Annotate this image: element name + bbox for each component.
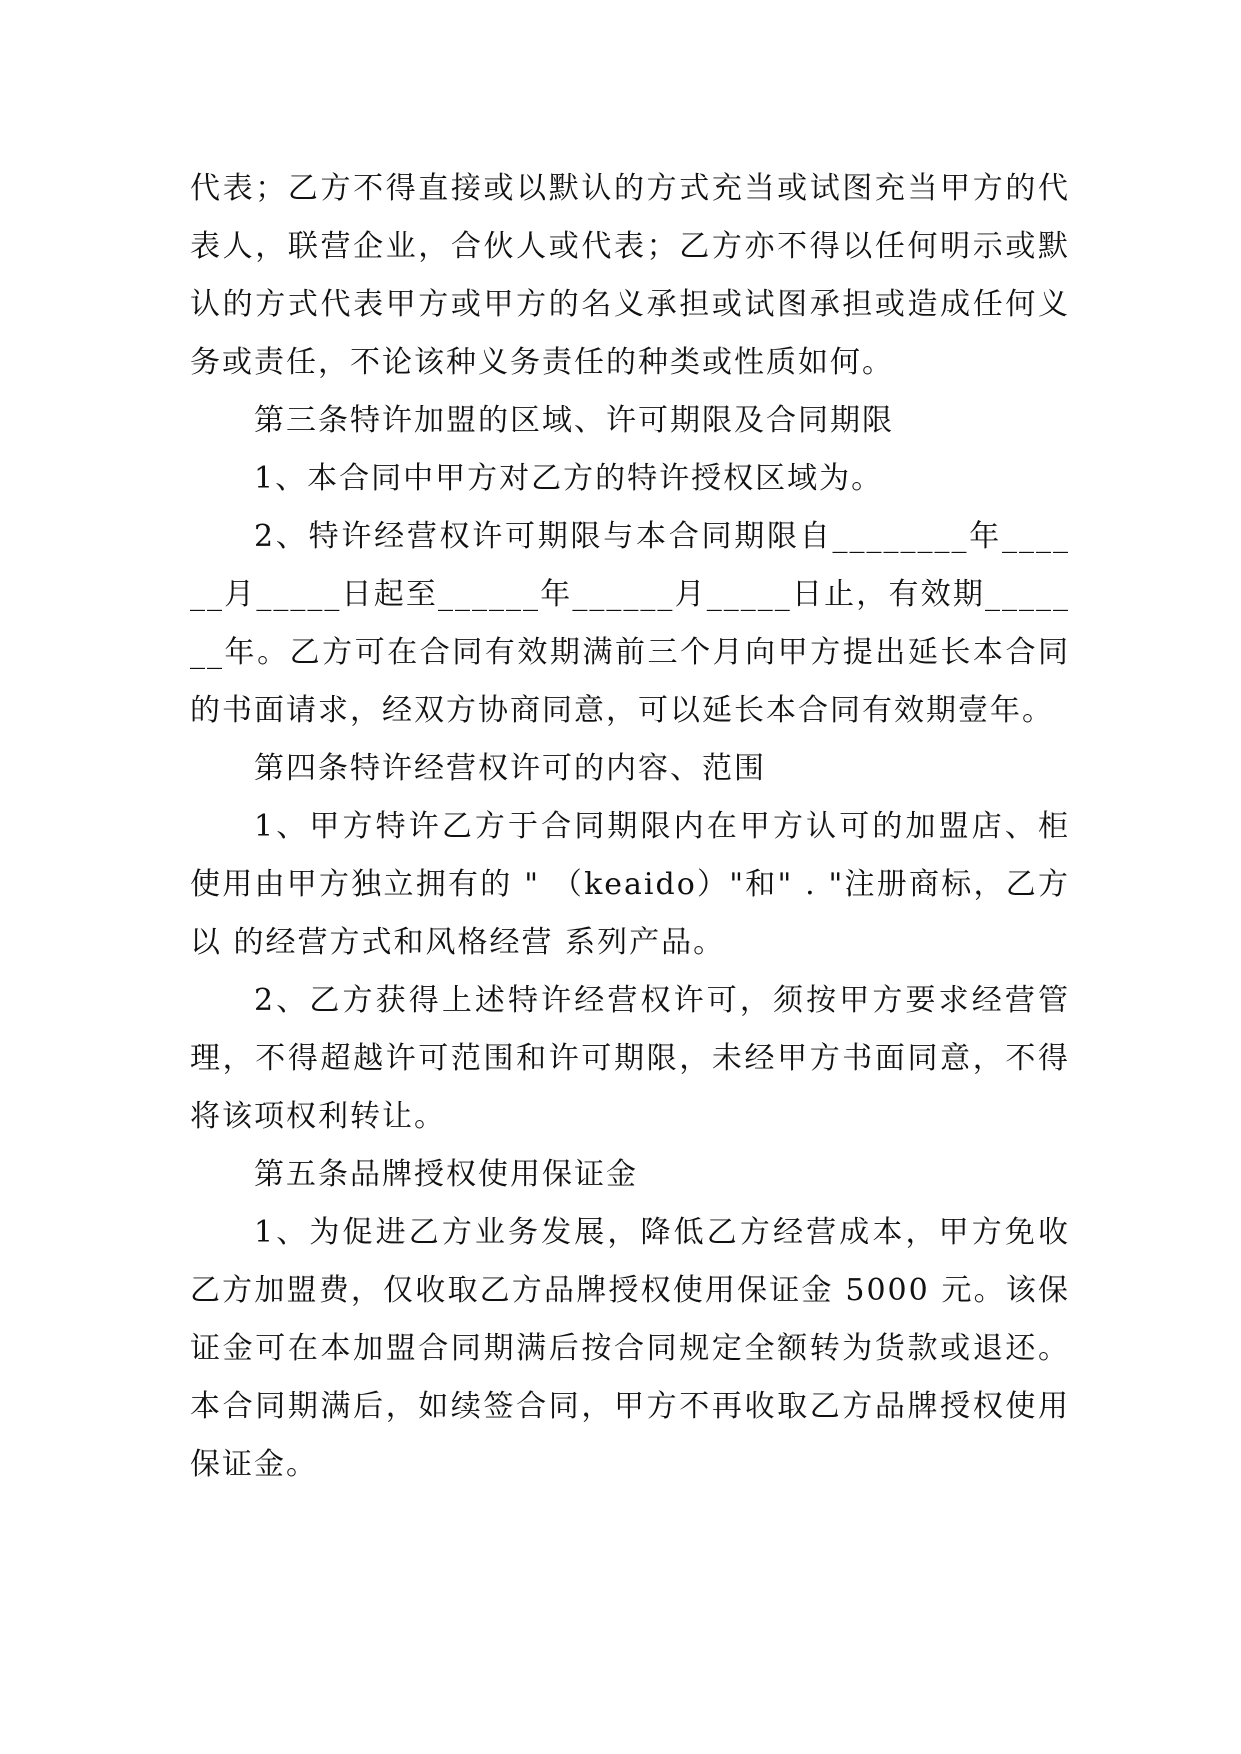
article-5-item-1: 1、为促进乙方业务发展，降低乙方经营成本，甲方免收乙方加盟费，仅收取乙方品牌授权使用保证金 5000 元。该保证金可在本加盟合同期满后按合同规定全额转为货款或退还。本合同期满后，如续签合同，甲方不再收取乙方品牌授权使用保证金。 — [190, 1215, 1070, 1482]
article-3-item-2: 2、特许经营权许可期限与本合同期限自________年______月_____日起至______年______月_____日止，有效期_______年。乙方可在合同有效期满前三个月向甲方提出延长本合同的书面请求，经双方协商同意，可以延长本合同有效期壹年。 — [190, 519, 1070, 728]
article-4-item-1: 1、甲方特许乙方于合同期限内在甲方认可的加盟店、柜使用由甲方独立拥有的 " （keaido）"和" . "注册商标，乙方以 的经营方式和风格经营 系列产品。 — [190, 809, 1070, 960]
article-5-heading: 第五条品牌授权使用保证金 — [254, 1157, 638, 1192]
paragraph-representation-clause: 代表；乙方不得直接或以默认的方式充当或试图充当甲方的代表人，联营企业，合伙人或代表；乙方亦不得以任何明示或默认的方式代表甲方或甲方的名义承担或试图承担或造成任何义务或责任，不论该种义务责任的种类或性质如何。 — [190, 171, 1070, 380]
article-4-item-2: 2、乙方获得上述特许经营权许可，须按甲方要求经营管理，不得超越许可范围和许可期限，未经甲方书面同意，不得将该项权利转让。 — [190, 983, 1070, 1134]
article-4-heading: 第四条特许经营权许可的内容、范围 — [254, 751, 766, 786]
document-body — [190, 160, 1070, 1494]
article-3-item-1: 1、本合同中甲方对乙方的特许授权区域为。 — [254, 461, 884, 496]
article-3-heading: 第三条特许加盟的区域、许可期限及合同期限 — [254, 403, 894, 438]
